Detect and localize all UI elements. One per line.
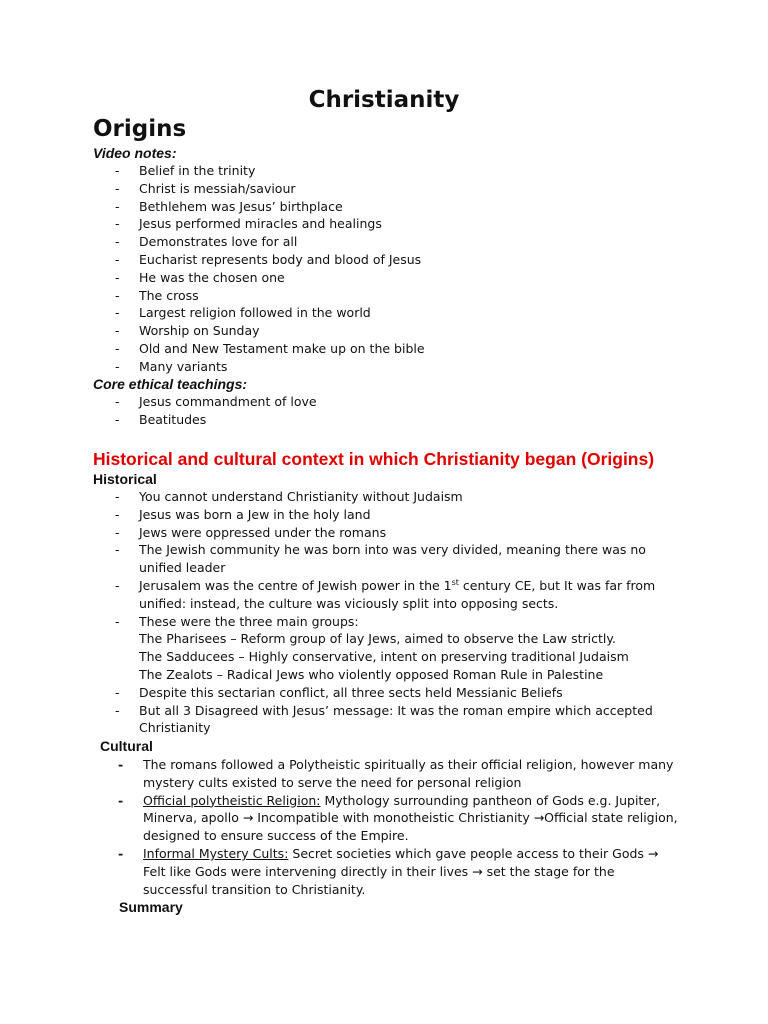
origins-heading: Origins bbox=[93, 116, 187, 142]
group-zealots: The Zealots – Radical Jews who violently opposed Roman Rule in Palestine bbox=[139, 666, 604, 682]
video-notes-list bbox=[93, 162, 693, 376]
list-item: - The romans followed a Polytheistic spiritually as their official religion, however many mystery cults existed to serve the need for personal religion bbox=[118, 757, 674, 790]
list-item: - Jesus commandment of love bbox=[115, 394, 317, 409]
list-item: - Demonstrates love for all bbox=[115, 234, 298, 250]
mystery-cults-term: Informal Mystery Cults: bbox=[143, 845, 289, 861]
document-title: Christianity bbox=[308, 87, 460, 113]
list-item: - Eucharist represents body and blood of Jesus bbox=[115, 251, 422, 267]
list-item: - Many variants bbox=[115, 358, 228, 374]
cultural-label: Cultural bbox=[100, 738, 153, 754]
list-item: - Jews were oppressed under the romans bbox=[115, 524, 387, 540]
cultural-list bbox=[93, 756, 683, 898]
official-religion-term: Official polytheistic Religion: bbox=[143, 792, 321, 808]
list-item: - The Jewish community he was born into was very divided, meaning there was no unified leader bbox=[115, 542, 646, 576]
group-sadducees: The Sadducees – Highly conservative, intent on preserving traditional Judaism bbox=[139, 649, 629, 665]
list-item: - Worship on Sunday bbox=[115, 323, 260, 339]
list-item: - Belief in the trinity bbox=[115, 163, 256, 178]
video-notes-label: Video notes: bbox=[93, 145, 177, 161]
list-item: - Jesus performed miracles and healings bbox=[115, 216, 382, 232]
group-pharisees: The Pharisees – Reform group of lay Jews, aimed to observe the Law strictly. bbox=[139, 631, 616, 647]
list-item: - Beatitudes bbox=[115, 411, 207, 427]
list-item: - These were the three main groups: The Pharisees – Reform group of lay Jews, aimed to observe the Law strictly. The Sadducees – Highly conservative, intent on preserving traditional Judaism The Zealots – Radical Jews who violently opposed Roman Rule in Palestine bbox=[93, 613, 663, 684]
list-item: - You cannot understand Christianity without Judaism bbox=[115, 489, 463, 504]
list-item: - Despite this sectarian conflict, all three sects held Messianic Beliefs bbox=[115, 684, 563, 700]
summary-label: Summary bbox=[119, 899, 183, 915]
list-item: - But all 3 Disagreed with Jesus’ message: It was the roman empire which accepted Christianity bbox=[115, 702, 653, 736]
list-item: - He was the chosen one bbox=[115, 269, 285, 285]
list-item: - Jerusalem was the centre of Jewish power in the 1st century CE, but It was far from unified: instead, the culture was viciously split into opposing sects. bbox=[115, 577, 656, 611]
core-ethical-list bbox=[93, 393, 693, 429]
list-item: - Informal Mystery Cults: Secret societies which gave people access to their Gods → Felt like Gods were intervening directly in their lives → set the stage for the successful transition to Christianity. bbox=[118, 845, 659, 897]
list-item: - Bethlehem was Jesus’ birthplace bbox=[115, 198, 343, 214]
list-item: - The cross bbox=[115, 287, 199, 303]
historical-label: Historical bbox=[93, 471, 157, 487]
list-item: - Jesus was born a Jew in the holy land bbox=[115, 506, 371, 522]
list-item: - Old and New Testament make up on the bible bbox=[115, 340, 425, 356]
list-item: - Christ is messiah/saviour bbox=[115, 180, 296, 196]
list-item: - Largest religion followed in the world bbox=[115, 305, 371, 321]
list-item: - Official polytheistic Religion: Mythology surrounding pantheon of Gods e.g. Jupiter, Minerva, apollo → Incompatible with monotheistic Christianity →Official state religion, designed to ensure success of the Empire. bbox=[118, 792, 678, 844]
core-ethical-label: Core ethical teachings: bbox=[93, 376, 248, 392]
historical-list bbox=[93, 488, 663, 737]
context-heading: Historical and cultural context in which Christianity began (Origins) bbox=[93, 449, 655, 469]
